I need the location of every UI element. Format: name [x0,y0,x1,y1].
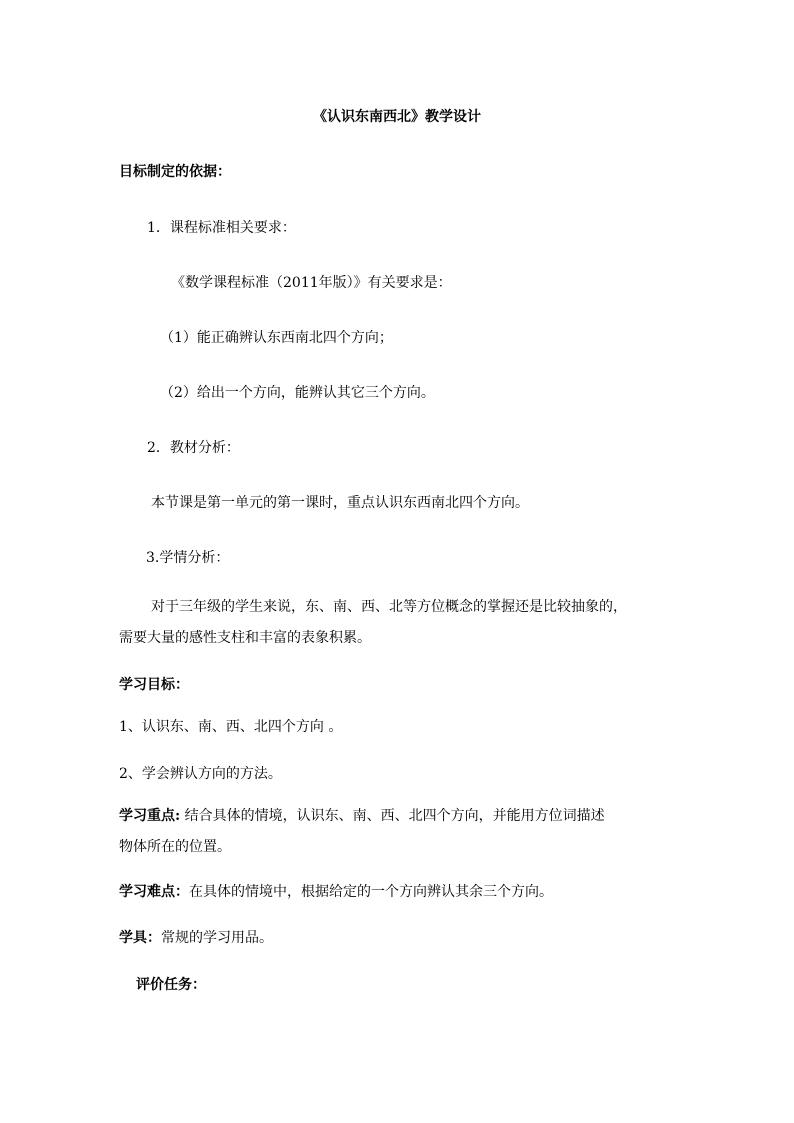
key-point-line-1 [119,806,605,826]
assessment-heading: 评价任务： [136,977,206,993]
learner-analysis-line-2: 需要大量的感性支柱和丰富的表象积累。 [119,630,371,646]
standard-requirement-2: （2）给出一个方向，能辨认其它三个方向。 [160,385,435,401]
difficulty-label: 学习难点： [119,884,189,900]
basis-heading: 目标制定的依据： [119,164,231,180]
difficulty-text: 在具体的情境中，根据给定的一个方向辨认其余三个方向。 [189,884,553,900]
textbook-analysis: 本节课是第一单元的第一课时，重点认识东西南北四个方向。 [151,495,529,511]
objective-1: 1、认识东、南、西、北四个方向 。 [119,719,343,735]
tools-line [119,928,273,948]
key-point-label: 学习重点: [119,808,181,824]
item1-heading: 1．课程标准相关要求： [147,220,296,236]
objectives-heading: 学习目标： [119,677,189,693]
objective-2: 2、学会辨认方向的方法。 [119,766,282,782]
document-title: 《认识东南西北》教学设计 [313,109,481,125]
key-point-line-2: 物体所在的位置。 [119,839,231,855]
standard-intro: 《数学课程标准（2011年版）》有关要求是： [171,275,452,291]
tools-text: 常规的学习用品。 [161,930,273,946]
item2-heading: 2．教材分析： [147,440,240,456]
standard-requirement-1: （1）能正确辨认东西南北四个方向； [160,330,393,346]
tools-label: 学具： [119,930,161,946]
item3-heading: 3.学情分析： [146,550,230,566]
learner-analysis-line-1: 对于三年级的学生来说，东、南、西、北等方位概念的掌握还是比较抽象的， [151,599,627,615]
key-point-text: 结合具体的情境，认识东、南、西、北四个方向，并能用方位词描述 [180,808,605,824]
difficulty-line [119,882,553,902]
